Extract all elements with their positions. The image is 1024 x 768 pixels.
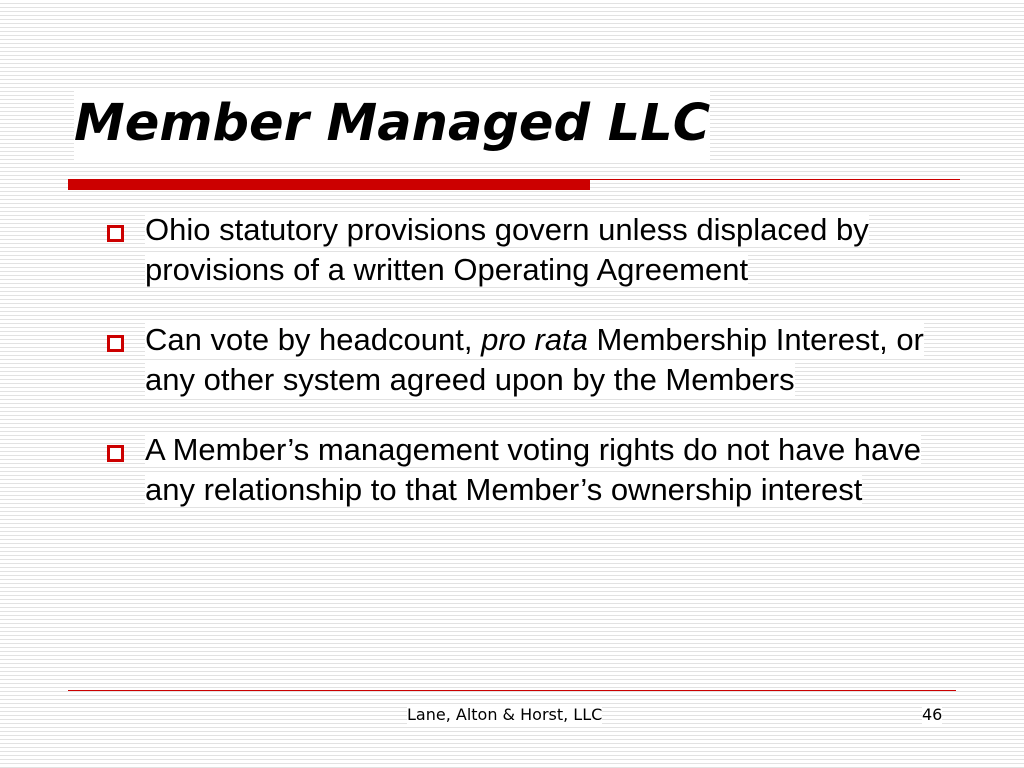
hollow-square-icon <box>107 445 124 462</box>
bullet-item <box>104 210 964 290</box>
bullet-item <box>104 320 964 400</box>
footer-company: Lane, Alton & Horst, LLC <box>407 705 603 724</box>
title-underline-thick <box>68 179 590 190</box>
footer-divider <box>68 690 956 691</box>
bullet-text: Ohio statutory provisions govern unless displaced by provisions of a written Operating Agreement <box>145 212 869 287</box>
page-number: 46 <box>922 705 943 724</box>
title-underline-thin <box>590 179 960 180</box>
slide-title: Member Managed LLC <box>74 88 710 160</box>
bullet-list <box>104 210 964 540</box>
hollow-square-icon <box>107 225 124 242</box>
bullet-text-italic: pro rata <box>481 322 588 357</box>
bullet-text-end: Membership Interest, or any other system agreed upon by the Members <box>145 322 924 397</box>
hollow-square-icon <box>107 335 124 352</box>
bullet-text: A Member’s management voting rights do not have have any relationship to that Member’s ownership interest <box>145 432 922 507</box>
bullet-text <box>145 322 924 397</box>
bullet-item <box>104 430 964 510</box>
bullet-text-start: Can vote by headcount, <box>145 322 482 357</box>
